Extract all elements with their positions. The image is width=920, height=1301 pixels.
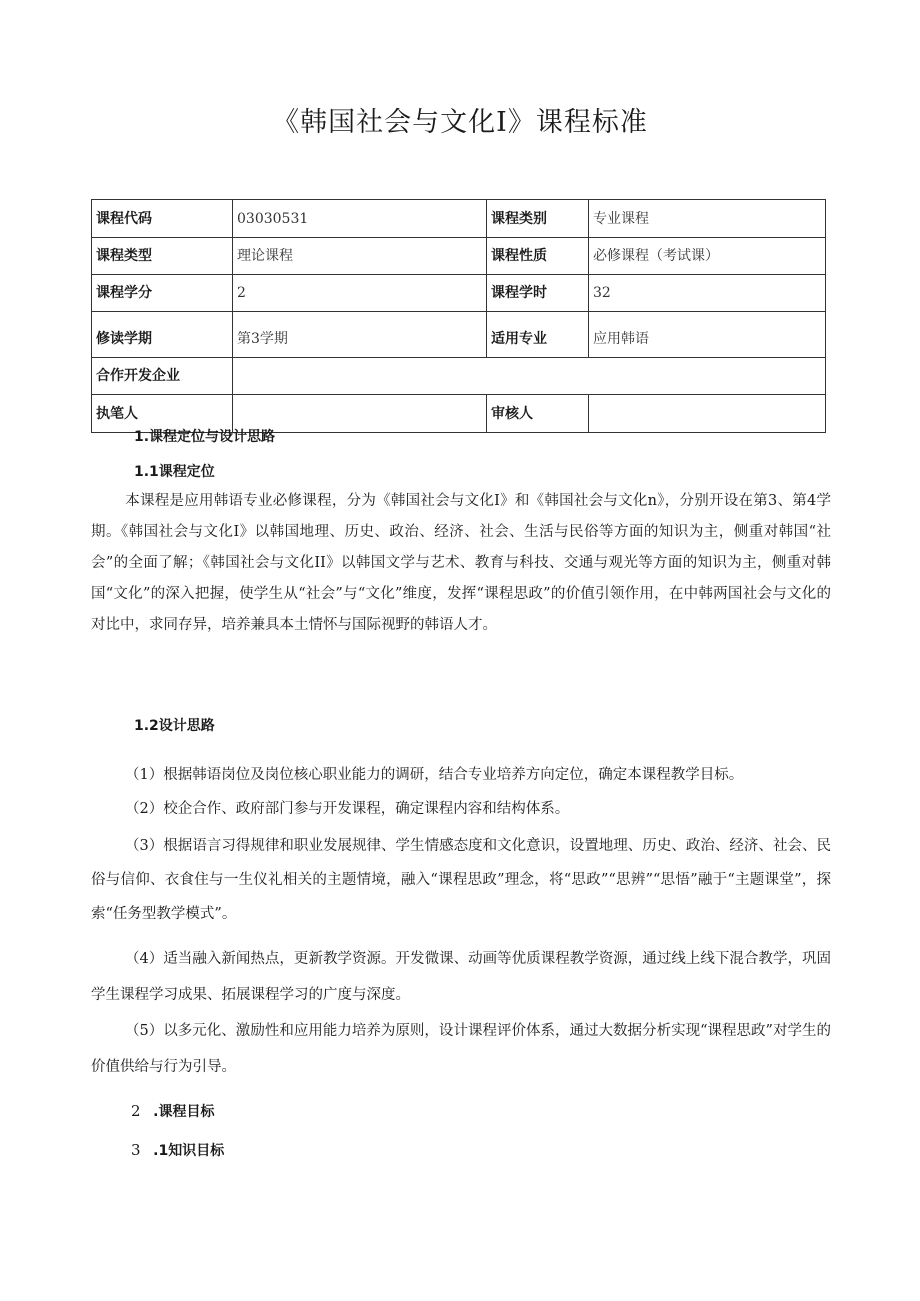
design-item-4 <box>91 941 831 1013</box>
design-item-2 <box>91 794 831 825</box>
label-course-type: 课程类型 <box>92 238 233 275</box>
course-info-table <box>91 199 826 433</box>
table-row <box>92 358 826 395</box>
label-course-nature: 课程性质 <box>487 238 589 275</box>
table-row <box>92 275 826 312</box>
heading-number: 3 <box>131 1141 141 1159</box>
label-reviewer: 审核人 <box>487 395 589 433</box>
heading-course-objectives <box>131 1101 214 1121</box>
design-item-2-text: （2）校企合作、政府部门参与开发课程，确定课程内容和结构体系。 <box>125 801 570 817</box>
value-course-nature: 必修课程（考试课） <box>589 238 826 275</box>
label-semester: 修读学期 <box>92 312 233 358</box>
design-item-3 <box>91 829 831 931</box>
value-course-category: 专业课程 <box>589 200 826 238</box>
design-item-3-text: （3）根据语言习得规律和职业发展规律、学生情感态度和文化意识，设置地理、历史、政治、经济、社会、民俗与信仰、衣食住与一生仪礼相关的主题情境，融入“课程思政”理念，将“思政”“思辨”“思悟”融于“主题课堂”，探索“任务型教学模式”。 <box>91 838 831 922</box>
design-item-5-text: （5）以多元化、激励性和应用能力培养为原则，设计课程评价体系，通过大数据分析实现“课程思政”对学生的价值供给与行为引导。 <box>91 1023 831 1075</box>
paragraph-course-positioning <box>91 486 831 641</box>
design-item-1 <box>91 760 831 791</box>
heading-text: .1知识目标 <box>153 1143 225 1159</box>
label-writer: 执笔人 <box>92 395 233 433</box>
heading-course-positioning: 1.1课程定位 <box>134 464 215 480</box>
table-row <box>92 200 826 238</box>
heading-design-thinking: 1.2设计思路 <box>134 718 215 734</box>
label-course-code: 课程代码 <box>92 200 233 238</box>
heading-course-positioning-design: 1.课程定位与设计思路 <box>134 429 276 445</box>
value-reviewer <box>589 395 826 433</box>
heading-knowledge-objectives <box>131 1140 224 1160</box>
design-item-4-text: （4）适当融入新闻热点，更新教学资源。开发微课、动画等优质课程教学资源，通过线上线下混合教学，巩固学生课程学习成果、拓展课程学习的广度与深度。 <box>91 951 831 1003</box>
heading-text: .课程目标 <box>153 1104 215 1120</box>
table-row <box>92 238 826 275</box>
label-credits: 课程学分 <box>92 275 233 312</box>
label-major: 适用专业 <box>487 312 589 358</box>
page-title: 《韩国社会与文化I》课程标准 <box>272 107 648 138</box>
value-course-code: 03030531 <box>233 200 487 238</box>
value-semester: 第3学期 <box>233 312 487 358</box>
paragraph-course-positioning-text: 本课程是应用韩语专业必修课程，分为《韩国社会与文化Ⅰ》和《韩国社会与文化n》，分别开设在第3、第4学期。《韩国社会与文化Ⅰ》以韩国地理、历史、政治、经济、社会、生活与民俗等方面的知识为主，侧重对韩国“社会”的全面了解；《韩国社会与文化II》以韩国文学与艺术、教育与科技、交通与观光等方面的知识为主，侧重对韩国“文化”的深入把握，使学生从“社会”与“文化”维度，发挥“课程思政”的价值引领作用，在中韩两国社会与文化的对比中，求同存异，培养兼具本土情怀与国际视野的韩语人才。 <box>91 493 831 633</box>
table-row <box>92 312 826 358</box>
design-item-1-text: （1）根据韩语岗位及岗位核心职业能力的调研，结合专业培养方向定位，确定本课程教学目标。 <box>125 767 744 783</box>
label-hours: 课程学时 <box>487 275 589 312</box>
value-major: 应用韩语 <box>589 312 826 358</box>
value-hours: 32 <box>589 275 826 312</box>
label-partner-company: 合作开发企业 <box>92 358 233 395</box>
value-partner-company <box>233 358 826 395</box>
heading-number: 2 <box>131 1102 141 1120</box>
value-course-type: 理论课程 <box>233 238 487 275</box>
value-credits: 2 <box>233 275 487 312</box>
design-item-5 <box>91 1013 831 1085</box>
label-course-category: 课程类别 <box>487 200 589 238</box>
